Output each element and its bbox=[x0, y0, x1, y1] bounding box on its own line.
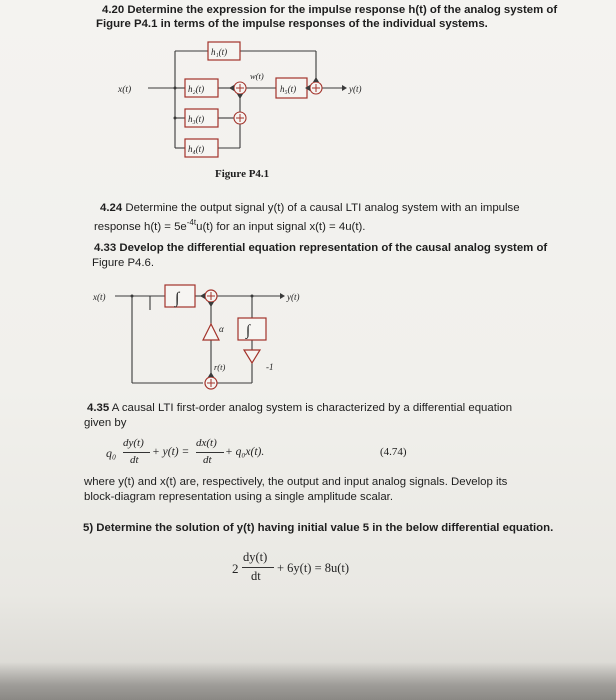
eq474-tail: + q₀x(t). bbox=[225, 446, 265, 458]
q424-exponent: -4t bbox=[186, 218, 197, 227]
fig46-integral-2: ∫ bbox=[246, 323, 251, 339]
question-text: Develop the differential equation representation of the causal analog system of bbox=[119, 242, 548, 254]
question-text: A causal LTI first-order analog system is characterized by a differential equation bbox=[111, 402, 513, 414]
fig46-gain-label: -1 bbox=[266, 362, 274, 372]
eq474-label: (4.74) bbox=[380, 446, 407, 458]
q5-dy: dy(t) bbox=[243, 550, 268, 564]
eq474-q0: q₀ bbox=[106, 446, 117, 460]
question-4-24-line1 bbox=[100, 201, 520, 216]
q5-coef: 2 bbox=[232, 561, 239, 576]
equation-q5 bbox=[232, 548, 392, 588]
question-number: 4.20 bbox=[102, 4, 125, 16]
integrator-1 bbox=[165, 285, 195, 307]
eq474-plus-y: + y(t) = bbox=[152, 446, 190, 458]
question-4-35-line1 bbox=[87, 401, 512, 416]
gain-neg1 bbox=[244, 350, 260, 363]
eq474-dy: dy(t) bbox=[123, 437, 144, 449]
fig41-h2-label: h₂(t) bbox=[188, 84, 205, 94]
question-4-35-after2: block-diagram representation using a single amplitude scalar. bbox=[84, 491, 393, 503]
q5-rest: + 6y(t) = 8u(t) bbox=[277, 561, 350, 575]
fig41-w-label: w(t) bbox=[250, 71, 264, 81]
fig41-h3-label: h₃(t) bbox=[188, 114, 205, 124]
eq474-fraction-bar-1 bbox=[123, 452, 150, 453]
eq474-dt: dt bbox=[130, 454, 139, 466]
fig41-output-label: y(t) bbox=[349, 84, 362, 94]
question-5-text: 5) Determine the solution of y(t) having initial value 5 in the below differential equation. bbox=[83, 522, 554, 534]
question-text: Determine the expression for the impulse response h(t) of the analog system of bbox=[127, 4, 558, 16]
eq474-dx: dx(t) bbox=[196, 437, 217, 449]
question-number: 4.33 bbox=[94, 242, 117, 254]
equation-4-74 bbox=[106, 432, 526, 474]
question-4-20-line1 bbox=[102, 3, 557, 18]
q424-text-a: response h(t) = 5e bbox=[94, 220, 187, 233]
fig46-r-label: r(t) bbox=[214, 362, 226, 372]
fig41-input-label: x(t) bbox=[118, 85, 132, 95]
question-4-33-line1 bbox=[94, 241, 547, 256]
eq474-fraction-bar-2 bbox=[196, 452, 224, 453]
question-number: 4.24 bbox=[100, 202, 123, 214]
fig41-h1-label: h₁(t) bbox=[211, 47, 228, 57]
fig46-integral-1: ∫ bbox=[175, 290, 180, 307]
q424-text-b: u(t) for an input signal x(t) = 4u(t). bbox=[196, 220, 366, 233]
fig46-output-label: y(t) bbox=[287, 292, 300, 302]
fig41-h4-label: h₄(t) bbox=[188, 144, 205, 154]
q5-fraction-bar bbox=[242, 567, 274, 568]
question-4-33-line2: Figure P4.6. bbox=[92, 257, 155, 269]
eq474-dt2: dt bbox=[203, 454, 212, 466]
figure-p4-1-caption: Figure P4.1 bbox=[215, 168, 270, 180]
integrator-2 bbox=[238, 318, 266, 340]
question-4-20-line2: Figure P4.1 in terms of the impulse responses of the individual systems. bbox=[96, 18, 488, 30]
question-4-35-after1: where y(t) and x(t) are, respectively, the output and input analog signals. Develop its bbox=[84, 476, 508, 488]
figure-p4-6-diagram bbox=[85, 280, 325, 400]
photo-bottom-edge bbox=[0, 662, 616, 700]
fig46-alpha-label: α bbox=[219, 324, 224, 334]
question-number: 4.35 bbox=[87, 402, 110, 414]
figure-p4-1-diagram bbox=[110, 40, 370, 165]
question-4-35-line2: given by bbox=[84, 417, 127, 429]
fig46-input-label: x(t) bbox=[93, 292, 106, 302]
gain-alpha bbox=[203, 324, 219, 340]
fig41-h5-label: h₅(t) bbox=[280, 84, 297, 94]
question-text: Determine the output signal y(t) of a causal LTI analog system with an impulse bbox=[125, 202, 520, 214]
q5-dt: dt bbox=[251, 569, 261, 583]
question-4-24-line2 bbox=[94, 215, 365, 235]
